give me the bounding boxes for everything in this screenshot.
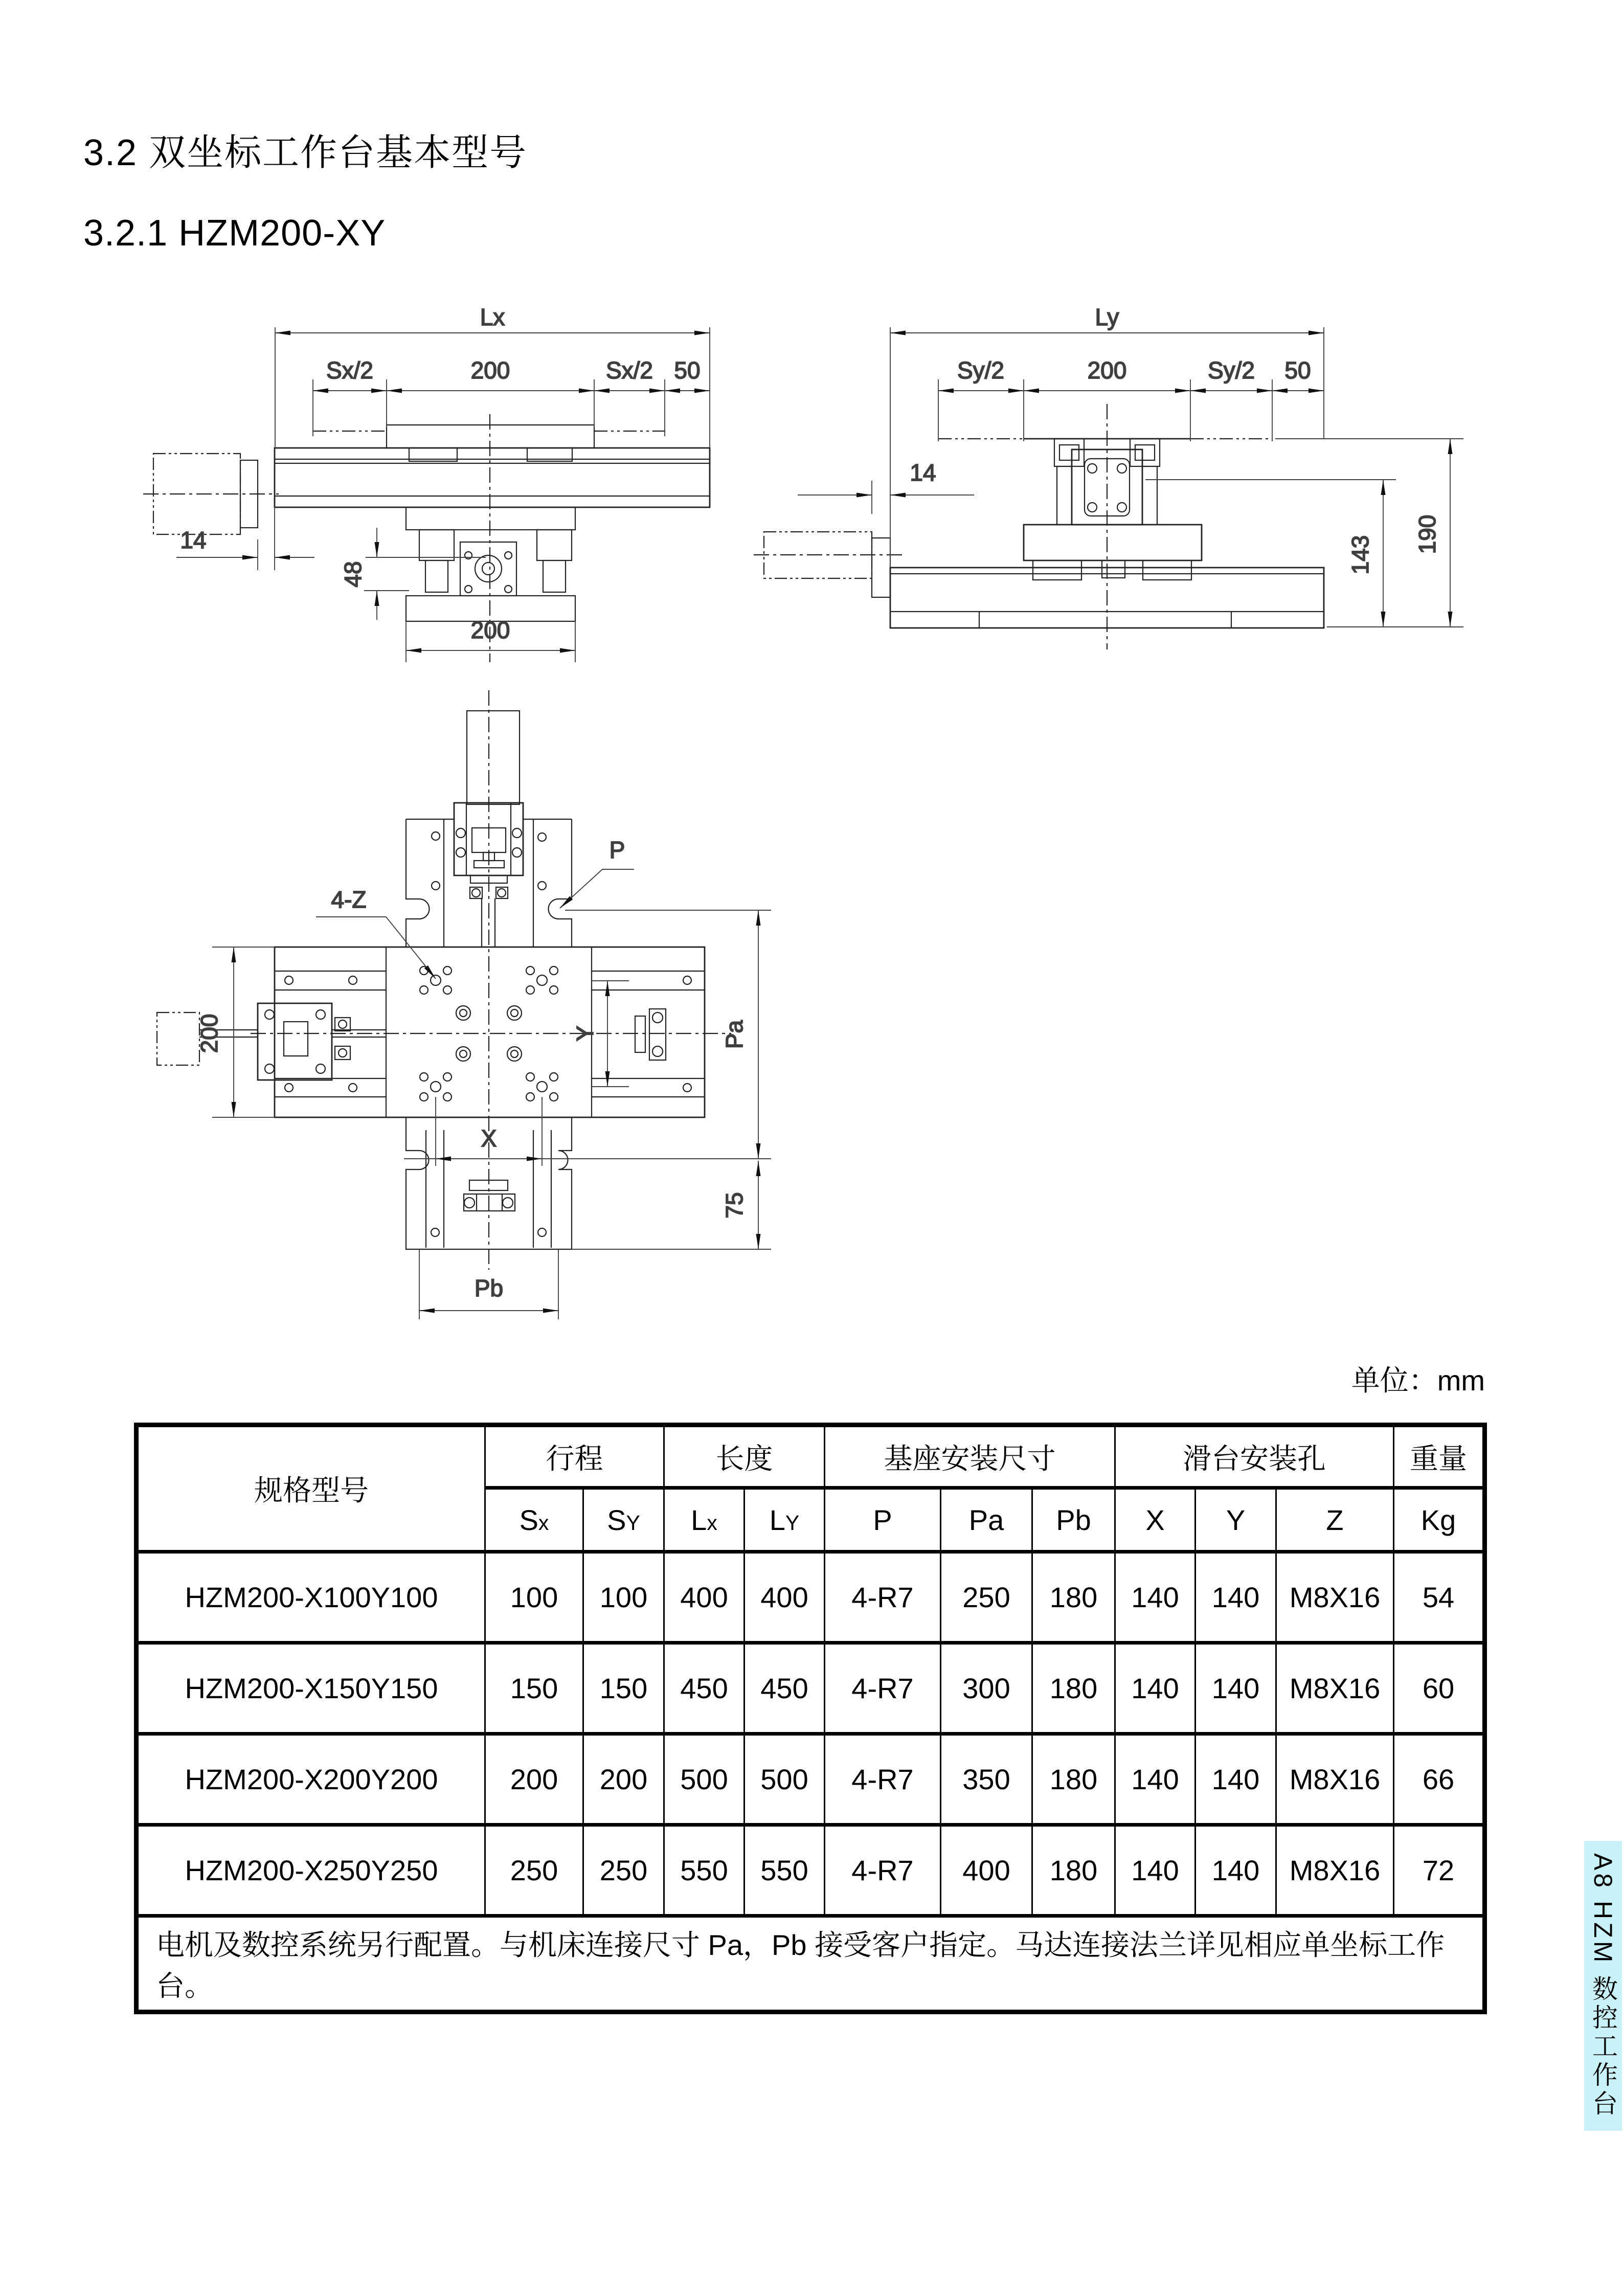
subheader-x: X <box>1115 1488 1196 1552</box>
dim-50: 50 <box>674 357 701 384</box>
subheader-pa: Pa <box>941 1488 1032 1552</box>
subsection-title: 3.2.1 HZM200-XY <box>83 213 386 254</box>
subheader-z: Z <box>1276 1488 1394 1552</box>
subheader-sx: Sx <box>485 1488 583 1552</box>
dim-pb: Pb <box>474 1275 504 1301</box>
table-row: HZM200-X100Y100 100 100 400 400 4-R7 250 180 140 140 M8X16 54 <box>137 1552 1485 1643</box>
dim-50-side: 50 <box>1284 357 1311 384</box>
subheader-kg: Kg <box>1394 1488 1485 1552</box>
dim-48: 48 <box>340 561 366 588</box>
dim-75: 75 <box>721 1192 748 1219</box>
dim-sx2-right: Sx/2 <box>605 357 653 384</box>
section-side-tab <box>1584 1841 1622 2131</box>
subheader-sy: SY <box>583 1488 664 1552</box>
label-p: P <box>609 837 625 863</box>
dim-143: 143 <box>1347 535 1373 575</box>
dim-200-side: 200 <box>1087 357 1127 384</box>
subheader-lx: Lx <box>664 1488 745 1552</box>
dim-200-plan: 200 <box>196 1014 222 1053</box>
side-view <box>754 404 1324 649</box>
dim-y: Y <box>572 1025 598 1042</box>
section-side-tab-label: A8 HZM 数控工作台 <box>1589 1853 1617 2119</box>
label-4z: 4-Z <box>331 886 367 913</box>
subheader-y: Y <box>1196 1488 1276 1552</box>
dim-14: 14 <box>180 527 207 553</box>
header-weight: 重量 <box>1394 1425 1485 1488</box>
header-base-mount: 基座安装尺寸 <box>825 1425 1115 1488</box>
dim-200-bottom: 200 <box>470 617 510 643</box>
header-model: 规格型号 <box>137 1425 485 1552</box>
table-row: HZM200-X150Y150 150 150 450 450 4-R7 300 180 140 140 M8X16 60 <box>137 1643 1485 1734</box>
subheader-ly: LY <box>745 1488 825 1552</box>
dim-sx2-left: Sx/2 <box>326 357 374 384</box>
subheader-p: P <box>825 1488 941 1552</box>
table-row: HZM200-X200Y200 200 200 500 500 4-R7 350 180 140 140 M8X16 66 <box>137 1734 1485 1825</box>
dim-14-side: 14 <box>910 459 936 486</box>
front-view <box>143 414 710 662</box>
dim-190: 190 <box>1414 514 1440 554</box>
dim-sy2-left: Sy/2 <box>957 357 1005 384</box>
spec-table <box>134 1423 1487 2014</box>
table-note-row <box>137 1916 1485 2012</box>
subheader-pb: Pb <box>1032 1488 1115 1552</box>
header-stroke: 行程 <box>485 1425 664 1488</box>
dim-ly: Ly <box>1095 304 1119 330</box>
header-length: 长度 <box>664 1425 825 1488</box>
dim-pa: Pa <box>721 1020 748 1049</box>
table-row: HZM200-X250Y250 250 250 550 550 4-R7 400 180 140 140 M8X16 72 <box>137 1825 1485 1916</box>
header-slide-mount: 滑台安装孔 <box>1115 1425 1394 1488</box>
plan-view <box>157 690 731 1270</box>
dim-x: X <box>481 1125 497 1152</box>
dim-200-top: 200 <box>470 357 510 384</box>
dim-sy2-right: Sy/2 <box>1207 357 1255 384</box>
section-title: 3.2 双坐标工作台基本型号 <box>83 132 528 173</box>
front-view-dimensions <box>176 304 710 662</box>
dim-lx: Lx <box>480 304 505 330</box>
table-note: 电机及数控系统另行配置。与机床连接尺寸 Pa，Pb 接受客户指定。马达连接法兰详见相应单坐标工作台。 <box>137 1916 1485 2012</box>
units-label: 单位：mm <box>1351 1364 1485 1397</box>
